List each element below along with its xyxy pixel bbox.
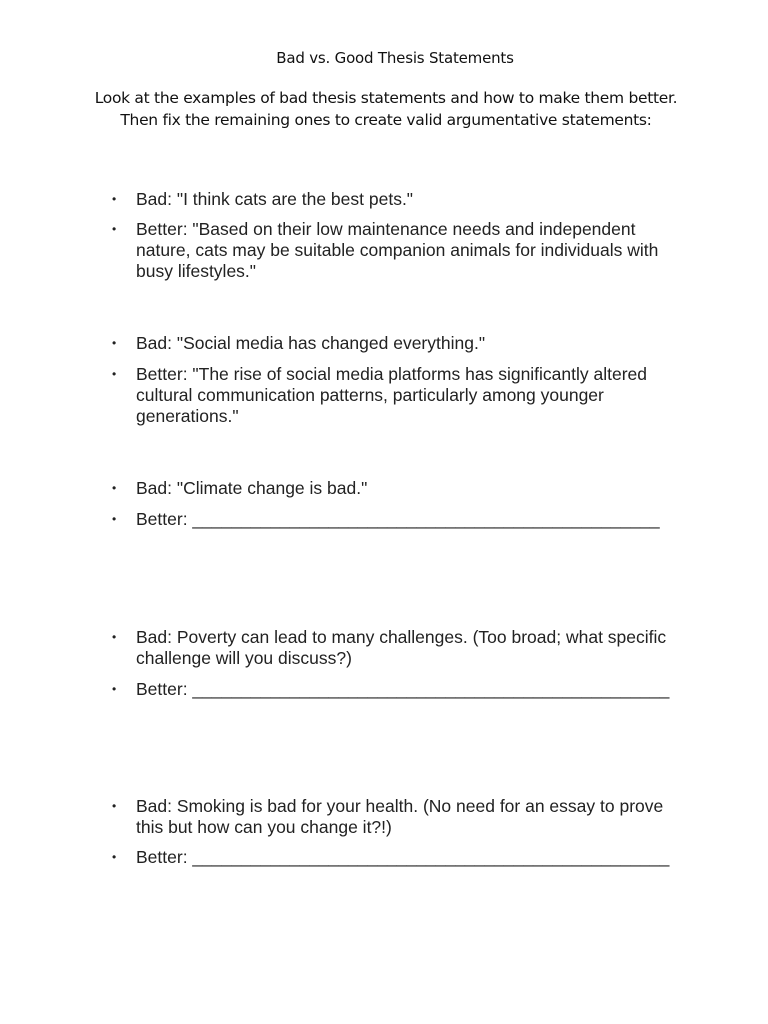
bullet-icon: • <box>112 630 117 644</box>
list-item-text: Bad: "Climate change is bad." <box>136 478 368 498</box>
answer-blank: Better: _________________________________________________ <box>136 847 670 867</box>
list-item-text: Better: "The rise of social media platforms has significantly altered cultural communication patterns, particularly among younger generations." <box>136 364 648 426</box>
instructions-line-1: Look at the examples of bad thesis statements and how to make them better. <box>94 89 678 107</box>
list-item-bad-2 <box>112 333 696 354</box>
bullet-icon: • <box>112 850 117 864</box>
list-item-better-2 <box>112 364 666 427</box>
list-item-text: Bad: "I think cats are the best pets." <box>136 189 414 209</box>
list-item-better-1 <box>112 219 676 282</box>
list-item-better-5 <box>112 847 696 868</box>
list-item-better-4 <box>112 679 696 700</box>
instructions <box>60 87 712 131</box>
list-item-bad-1 <box>112 189 696 210</box>
list-item-bad-4 <box>112 627 681 669</box>
bullet-icon: • <box>112 192 117 206</box>
answer-blank: Better: ________________________________________________ <box>136 509 660 529</box>
list-item-text: Bad: "Social media has changed everything." <box>136 333 486 353</box>
list-item-text: Bad: Poverty can lead to many challenges. (Too broad; what specific challenge will you discuss?) <box>136 627 667 668</box>
document-title: Bad vs. Good Thesis Statements <box>276 49 514 67</box>
bullet-icon: • <box>112 336 117 350</box>
bullet-icon: • <box>112 799 117 813</box>
list-item-text: Better: "Based on their low maintenance needs and independent nature, cats may be suitable companion animals for individuals with busy lifestyles." <box>136 219 659 281</box>
list-item-bad-5 <box>112 796 681 838</box>
list-item-text: Bad: Smoking is bad for your health. (No need for an essay to prove this but how can you change it?!) <box>136 796 664 837</box>
list-item-bad-3 <box>112 478 696 499</box>
bullet-icon: • <box>112 481 117 495</box>
instructions-line-2: Then fix the remaining ones to create valid argumentative statements: <box>120 111 652 129</box>
answer-blank: Better: _________________________________________________ <box>136 679 670 699</box>
bullet-icon: • <box>112 512 117 526</box>
bullet-icon: • <box>112 222 117 236</box>
list-item-better-3 <box>112 509 696 530</box>
bullet-icon: • <box>112 367 117 381</box>
bullet-icon: • <box>112 682 117 696</box>
